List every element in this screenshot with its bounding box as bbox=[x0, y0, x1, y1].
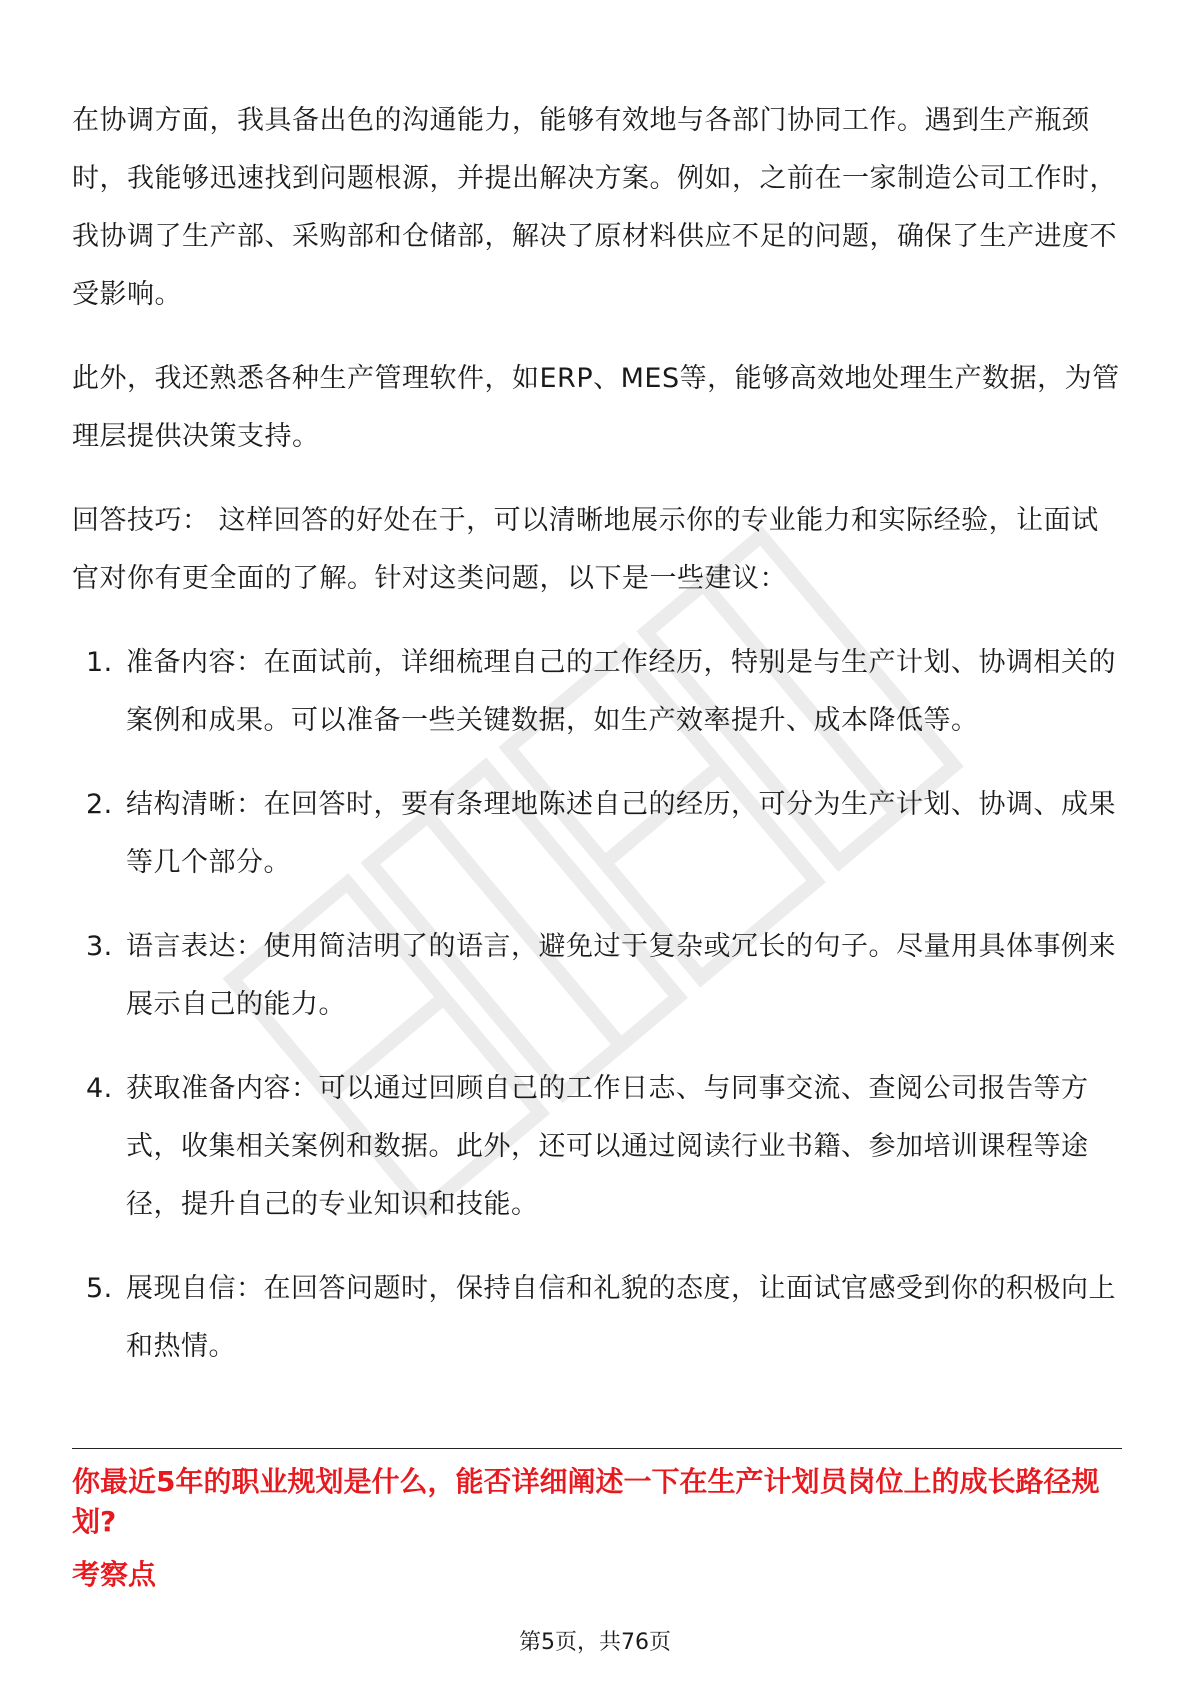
section-divider bbox=[72, 1448, 1122, 1449]
page-footer: 第5页，共76页 bbox=[519, 1630, 671, 1655]
list-item bbox=[72, 1260, 1122, 1376]
list-item bbox=[72, 1060, 1122, 1234]
paragraph-software: 此外，我还熟悉各种生产管理软件，如ERP、MES等，能够高效地处理生产数据，为管理层提供决策支持。 bbox=[72, 363, 1120, 452]
subheading-assessment-points: 考察点 bbox=[72, 1558, 157, 1591]
list-item bbox=[72, 776, 1122, 892]
list-text: 获取准备内容：可以通过回顾自己的工作日志、与同事交流、查阅公司报告等方式，收集相关案例和数据。此外，还可以通过阅读行业书籍、参加培训课程等途径，提升自己的专业知识和技能。 bbox=[126, 1073, 1089, 1220]
list-number: 3. bbox=[86, 931, 113, 962]
list-number: 5. bbox=[86, 1273, 113, 1304]
list-text: 结构清晰：在回答时，要有条理地陈述自己的经历，可分为生产计划、协调、成果等几个部分。 bbox=[126, 789, 1116, 878]
next-question-heading: 你最近5年的职业规划是什么，能否详细阐述一下在生产计划员岗位上的成长路径规划? bbox=[72, 1465, 1100, 1538]
list-number: 1. bbox=[86, 647, 113, 678]
list-item bbox=[72, 918, 1122, 1034]
list-text: 准备内容：在面试前，详细梳理自己的工作经历，特别是与生产计划、协调相关的案例和成果。可以准备一些关键数据，如生产效率提升、成本降低等。 bbox=[126, 647, 1116, 736]
paragraph-coordination: 在协调方面，我具备出色的沟通能力，能够有效地与各部门协同工作。遇到生产瓶颈时，我能够迅速找到问题根源，并提出解决方案。例如，之前在一家制造公司工作时，我协调了生产部、采购部和仓储部，解决了原材料供应不足的问题，确保了生产进度不受影响。 bbox=[72, 105, 1117, 310]
list-text: 展现自信：在回答问题时，保持自信和礼貌的态度，让面试官感受到你的积极向上和热情。 bbox=[126, 1273, 1116, 1362]
list-text: 语言表达：使用简洁明了的语言，避免过于复杂或冗长的句子。尽量用具体事例来展示自己的能力。 bbox=[126, 931, 1116, 1020]
list-number: 4. bbox=[86, 1073, 113, 1104]
tips-list bbox=[72, 634, 1122, 1376]
list-number: 2. bbox=[86, 789, 113, 820]
main-content bbox=[72, 92, 1122, 1402]
paragraph-answer-tips: 回答技巧： 这样回答的好处在于，可以清晰地展示你的专业能力和实际经验，让面试官对你有更全面的了解。针对这类问题，以下是一些建议： bbox=[72, 505, 1099, 594]
list-item bbox=[72, 634, 1122, 750]
